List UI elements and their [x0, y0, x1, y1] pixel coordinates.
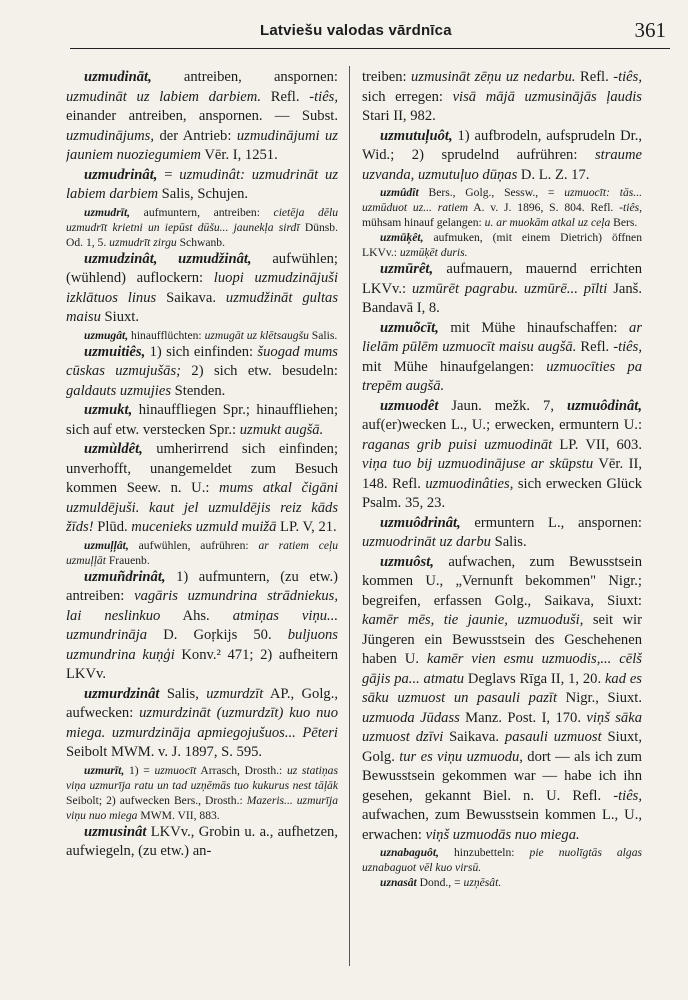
entry-text: 1) sich einfinden: — [145, 343, 258, 360]
entry-text: einander antreiben, anspornen. — Subst. — [66, 108, 338, 124]
entry-example: uzmuodinâties, — [425, 475, 514, 492]
entry-text: aufwachen, zum Bewusstsein kommen U., „Vernunft bekommen" Nigr.; begreifen, erfassen Golg., Saikava, Siuxt: — [362, 553, 642, 609]
entry-text: Salis. — [308, 328, 338, 342]
dictionary-entry — [66, 343, 338, 402]
entry-text: Seibolt MWM. v. J. 1897, S. 595. — [66, 744, 263, 760]
entry-text: seit wir Jüngeren ein Bewusstsein des Geschehenen haben U. — [362, 612, 642, 667]
entry-text: Konv.² 471; 2) aufheitern LKVv. — [66, 646, 338, 682]
entry-text: = — [157, 166, 180, 183]
page-number: 361 — [634, 18, 666, 42]
entry-example: vagāris uzmundrina strādniekus, lai neslinkuo — [66, 588, 338, 624]
entry-headword: uzmuñdrinât, — [84, 568, 166, 585]
entry-text: Salis, Schujen. — [158, 186, 249, 202]
entry-text: 2) sich etw. besudeln: — [181, 363, 338, 379]
entry-headword: uzmukt, — [84, 402, 133, 418]
entry-headword: uznabaguôt, — [380, 846, 439, 859]
entry-headword: uzmuôst, — [380, 553, 434, 570]
dictionary-entry — [362, 260, 642, 319]
entry-text: sich erregen: — [362, 88, 453, 105]
entry-example: uzmugāt uz klētsaugšu — [204, 328, 309, 342]
entry-example: buljuons uzmundrina kuņģi — [66, 627, 338, 663]
entry-text: LP. V, 21. — [276, 519, 337, 535]
entry-text: Salis, — [159, 685, 207, 702]
entry-text: der Antrieb: — [153, 127, 237, 144]
entry-example: visā mājā uzmusinājās ļaudis — [452, 88, 642, 105]
page-header — [70, 14, 670, 49]
dictionary-entry — [66, 250, 338, 328]
entry-text: Salis. — [490, 534, 527, 550]
entry-headword: uzmuõcīt, — [380, 319, 439, 336]
entry-headword: uzmudzinât, uzmudžinât, — [84, 250, 252, 267]
entry-text: umherirrend sich einfinden; unverhofft, unangemeldet zum Besuch kommen Seew. n. U.: — [66, 441, 338, 496]
dictionary-entry — [66, 763, 338, 823]
entry-example: uzmūķēt duris. — [399, 246, 468, 259]
dictionary-entry — [66, 685, 338, 763]
entry-example: uzmudinājumi uz jauniem nuoziegumiem — [66, 127, 338, 163]
entry-example: uzmuoda Jūdass — [362, 709, 460, 726]
entry-headword: uzmuôdrinât, — [380, 514, 461, 531]
entry-text: Jaun. mežk. 7, — [438, 397, 567, 414]
entry-text: Deglavs Rīga II, 1, 20. — [464, 670, 605, 687]
entry-example: šuogad mums cūskas uzmujušās; — [66, 343, 338, 379]
entry-example: Mazeris... uzmurīja viņu nuo miega — [66, 793, 338, 822]
entry-example: uzmusināt zēņu uz nedarbu. — [411, 69, 576, 85]
entry-headword: uzmurdzinât — [84, 685, 160, 702]
entry-text: mühsam hinauf gelangen: — [362, 216, 485, 229]
entry-example: pie nuolīgtās algas uznabaguot vēl kuo virsū. — [362, 846, 642, 874]
entry-example: uzmuodrināt uz darbu — [362, 534, 491, 550]
dictionary-entry — [362, 875, 642, 890]
entry-text: mit Mühe hinaufgelangen: — [362, 358, 547, 375]
entry-example: cietēja dēlu uzmudrīt krietni un iepūst dūšu... jaunekļa sirdī — [66, 205, 338, 234]
entry-text: Stenden. — [171, 382, 226, 399]
entry-text: aufmuntern, antreiben: — [130, 205, 274, 219]
running-title: Latviešu valodas vārdnīca — [260, 22, 452, 39]
dictionary-entry — [66, 440, 338, 538]
entry-example: uzmudinât: uzmudrināt uz labiem darbiem — [66, 166, 338, 202]
entry-text: Plūd. — [93, 519, 132, 535]
entry-text: Refl. — [575, 69, 614, 85]
dictionary-entry — [66, 328, 338, 343]
entry-headword: uzmurīt, — [84, 763, 125, 777]
dictionary-entry — [66, 205, 338, 250]
entry-example: mums atkal čigāni uzmuldējuši. kaut jel uzmuldējis reiz kāds žīds! — [66, 480, 338, 535]
dictionary-entry — [362, 319, 642, 397]
entry-example: straume uzvanda, uzmutuļuo dūņas — [362, 147, 642, 183]
entry-text: Dünsb. Od. 1, 5. — [66, 220, 338, 249]
entry-text: LP. VII, 603. — [552, 436, 642, 453]
entry-text: Manz. Post. I, 170. — [459, 709, 587, 726]
right-column — [362, 68, 642, 890]
dictionary-entry — [66, 166, 338, 205]
left-column — [66, 68, 338, 862]
entry-text: Refl. — [576, 339, 614, 355]
entry-example: Pēteri — [302, 724, 338, 741]
entry-text: auf(er)wecken L., U.; erwecken, ermuntern U.: — [362, 417, 642, 433]
entry-example: uzmuocīt: tās... uzmūduot uz... ratiem — [362, 186, 642, 214]
dictionary-entry — [66, 538, 338, 568]
entry-example: ar lielām pūlēm uzmuocīt maisu augšā. — [362, 319, 642, 355]
entry-headword: uzmuitiês, — [84, 343, 146, 360]
entry-text: Nigr., Siuxt. — [557, 690, 642, 706]
entry-headword: uzmuôdinât, — [566, 397, 642, 414]
entry-example: uzmurdzināt (uzmurdzīt) kuo nuo miega. uzmurdzināja apmiegojušuos... — [66, 705, 338, 741]
entry-example: -tiês, — [613, 339, 642, 355]
entry-text: A. v. J. 1896, S. 804. Refl. — [468, 201, 620, 214]
entry-text: AP., Golg., aufwecken: — [66, 685, 338, 721]
entry-example: uzmudinājums, — [66, 127, 154, 144]
entry-text: ermuntern L., anspornen: — [460, 514, 642, 531]
entry-headword: uzmùldêt, — [84, 441, 143, 457]
dictionary-entry — [362, 185, 642, 230]
entry-headword: uzmûdît — [380, 186, 419, 199]
entry-text: dort — als ich zum Bewusstsein gekommen war — habe ich ihn gesehen, gekannt Biel. n. U. Refl. — [362, 748, 642, 804]
entry-text: 1) aufbrodeln, aufsprudeln Dr., Wid.; 2) sprudelnd aufrühren: — [362, 127, 642, 163]
entry-example: uzmuocīties pa trepēm augšā. — [362, 358, 642, 394]
entry-text: Saikava. — [156, 289, 226, 306]
entry-headword: uzmudrinât, — [84, 166, 158, 183]
entry-text: hinzubetteln: — [438, 846, 530, 859]
dictionary-entry — [66, 823, 338, 862]
entry-example: uzmurdzīt — [206, 685, 264, 702]
entry-text: MWM. VII, 883. — [137, 808, 220, 822]
entry-text: aufmuken, (mit einem Dietrich) öffnen LKVv.: — [362, 231, 642, 259]
entry-text: aufwühlen, aufrühren: — [128, 538, 259, 552]
entry-example: uzņēsât. — [463, 876, 502, 889]
entry-headword: uznasât — [380, 876, 417, 889]
entry-example: tur es viņu uzmuodu, — [399, 748, 523, 765]
dictionary-entry — [362, 845, 642, 875]
entry-text: sich erwecken Glück Psalm. 35, 23. — [362, 475, 642, 511]
entry-text: Ahs. — [160, 607, 233, 624]
entry-example: viņš sāka uzmuost dzīvi — [362, 709, 642, 745]
entry-text: Janš. Bandavā I, 8. — [362, 280, 642, 316]
entry-headword: uzmūrêt, — [380, 261, 434, 277]
entry-text: Siuxt, Golg. — [362, 729, 642, 765]
entry-text: Frauenb. — [105, 553, 150, 567]
entry-example: uzmudžināt gultas maisu — [66, 289, 338, 325]
entry-example: uzmukt augšā. — [239, 421, 324, 438]
entry-example: uzmūrēt pagrabu. uzmūrē... pīlti — [411, 280, 608, 297]
entry-example: raganas grib puisi uzmuodināt — [362, 436, 553, 453]
entry-example: viņš uzmuodās nuo miega. — [425, 826, 580, 843]
entry-text: Schwanb. — [176, 235, 226, 249]
dictionary-entry — [362, 68, 642, 127]
entry-example: uzmudināt uz labiem darbiem. — [66, 88, 261, 105]
entry-headword: uzmuodêt — [380, 397, 439, 414]
entry-text: D. L. Z. 17. — [517, 166, 590, 183]
entry-example: u. ar muokām atkal uz ceļa — [484, 216, 611, 229]
entry-text: LKVv., Grobin u. a., aufhetzen, aufwiegeln, (zu etw.) an- — [66, 823, 338, 859]
entry-headword: uzmuļļât, — [84, 538, 129, 552]
entry-text: Bers., Golg., Sessw., = — [418, 186, 565, 199]
entry-headword: uzmugât, — [84, 328, 129, 342]
entry-text: hinaufflüchten: — [128, 328, 205, 342]
entry-example: -tiês, — [613, 787, 642, 804]
entry-text: hinauffliegen Spr.; hinauffliehen; sich auf etw. verstecken Spr.: — [66, 402, 338, 438]
entry-text: D. Goŗkijs 50. — [147, 627, 288, 643]
entry-example: luopi uzmudzinājuši izklātuos linus — [66, 270, 338, 306]
entry-headword: uzmusinât — [84, 823, 147, 840]
entry-text: antreiben, anspornen: — [151, 69, 338, 85]
entry-example: galdauts uzmujies — [66, 382, 171, 399]
entry-headword: uzmutuļuôt, — [380, 127, 453, 144]
dictionary-entry — [362, 553, 642, 846]
dictionary-entry — [66, 568, 338, 685]
entry-example: -tiês, — [309, 88, 338, 105]
entry-example: kad es sāku uzmuost un pasauli pazīt — [362, 670, 642, 706]
dictionary-entry — [362, 127, 642, 186]
entry-text: Arrasch, Drosth.: — [196, 763, 287, 777]
entry-example: uz statiņas viņa uzmurīja ratu un tad uzņēmās tuo kukurus nest tāļāk — [66, 763, 338, 792]
column-divider — [349, 66, 350, 966]
dictionary-entry — [66, 401, 338, 440]
dictionary-entry — [362, 514, 642, 553]
entry-text: 1) = — [124, 763, 155, 777]
dictionary-entry — [66, 68, 338, 166]
entry-example: pasauli uzmuost — [504, 729, 602, 745]
entry-example: -tiês, — [619, 201, 642, 214]
entry-text: Saikava. — [443, 729, 505, 745]
entry-text: aufmauern, mauernd errichten LKVv.: — [362, 261, 642, 297]
entry-example: atmiņas viņu... uzmundrināja — [66, 607, 338, 643]
entry-text: mit Mühe hinaufschaffen: — [438, 319, 630, 336]
dictionary-entry — [362, 230, 642, 260]
dictionary-entry — [362, 397, 642, 514]
entry-text: 1) aufmuntern, (zu etw.) antreiben: — [66, 568, 338, 604]
entry-headword: uzmudrīt, — [84, 205, 131, 219]
entry-headword: uzmudināt, — [84, 69, 152, 85]
entry-text: treiben: — [362, 69, 412, 85]
entry-text: Refl. — [260, 88, 310, 105]
entry-text: Siuxt. — [100, 309, 139, 325]
entry-text: Dond., = — [416, 876, 464, 889]
entry-text: Stari II, 982. — [362, 108, 436, 124]
entry-example: -tiês, — [613, 69, 642, 85]
entry-text: Vēr. I, 1251. — [200, 147, 278, 163]
entry-text: Seibolt; 2) aufwecken Bers., Drosth.: — [66, 793, 247, 807]
entry-headword: uzmūķêt, — [380, 231, 424, 244]
entry-text: Bers. — [610, 216, 638, 229]
entry-text: aufwühlen; (wühlend) auflockern: — [66, 250, 338, 286]
entry-example: viņa tuo bij uzmuodinājuse ar skūpstu — [362, 456, 594, 472]
entry-example: kamēr vien esmu uzmuodis,... cēlš gājis pa... atmatu — [362, 651, 642, 687]
entry-text: aufwachen, zum Bewusstsein kommen L., U., erwachen: — [362, 807, 642, 843]
entry-example: uzmuocīt — [154, 763, 197, 777]
entry-example: mucenieks uzmuld muižā — [131, 519, 277, 535]
entry-text: Vēr. II, 148. Refl. — [362, 456, 642, 492]
entry-example: ar ratiem ceļu uzmuļļāt — [66, 538, 338, 567]
entry-example: uzmudrīt zirgu — [109, 235, 177, 249]
entry-example: kamēr mēs, tie jaunie, uzmuoduši, — [362, 612, 584, 628]
